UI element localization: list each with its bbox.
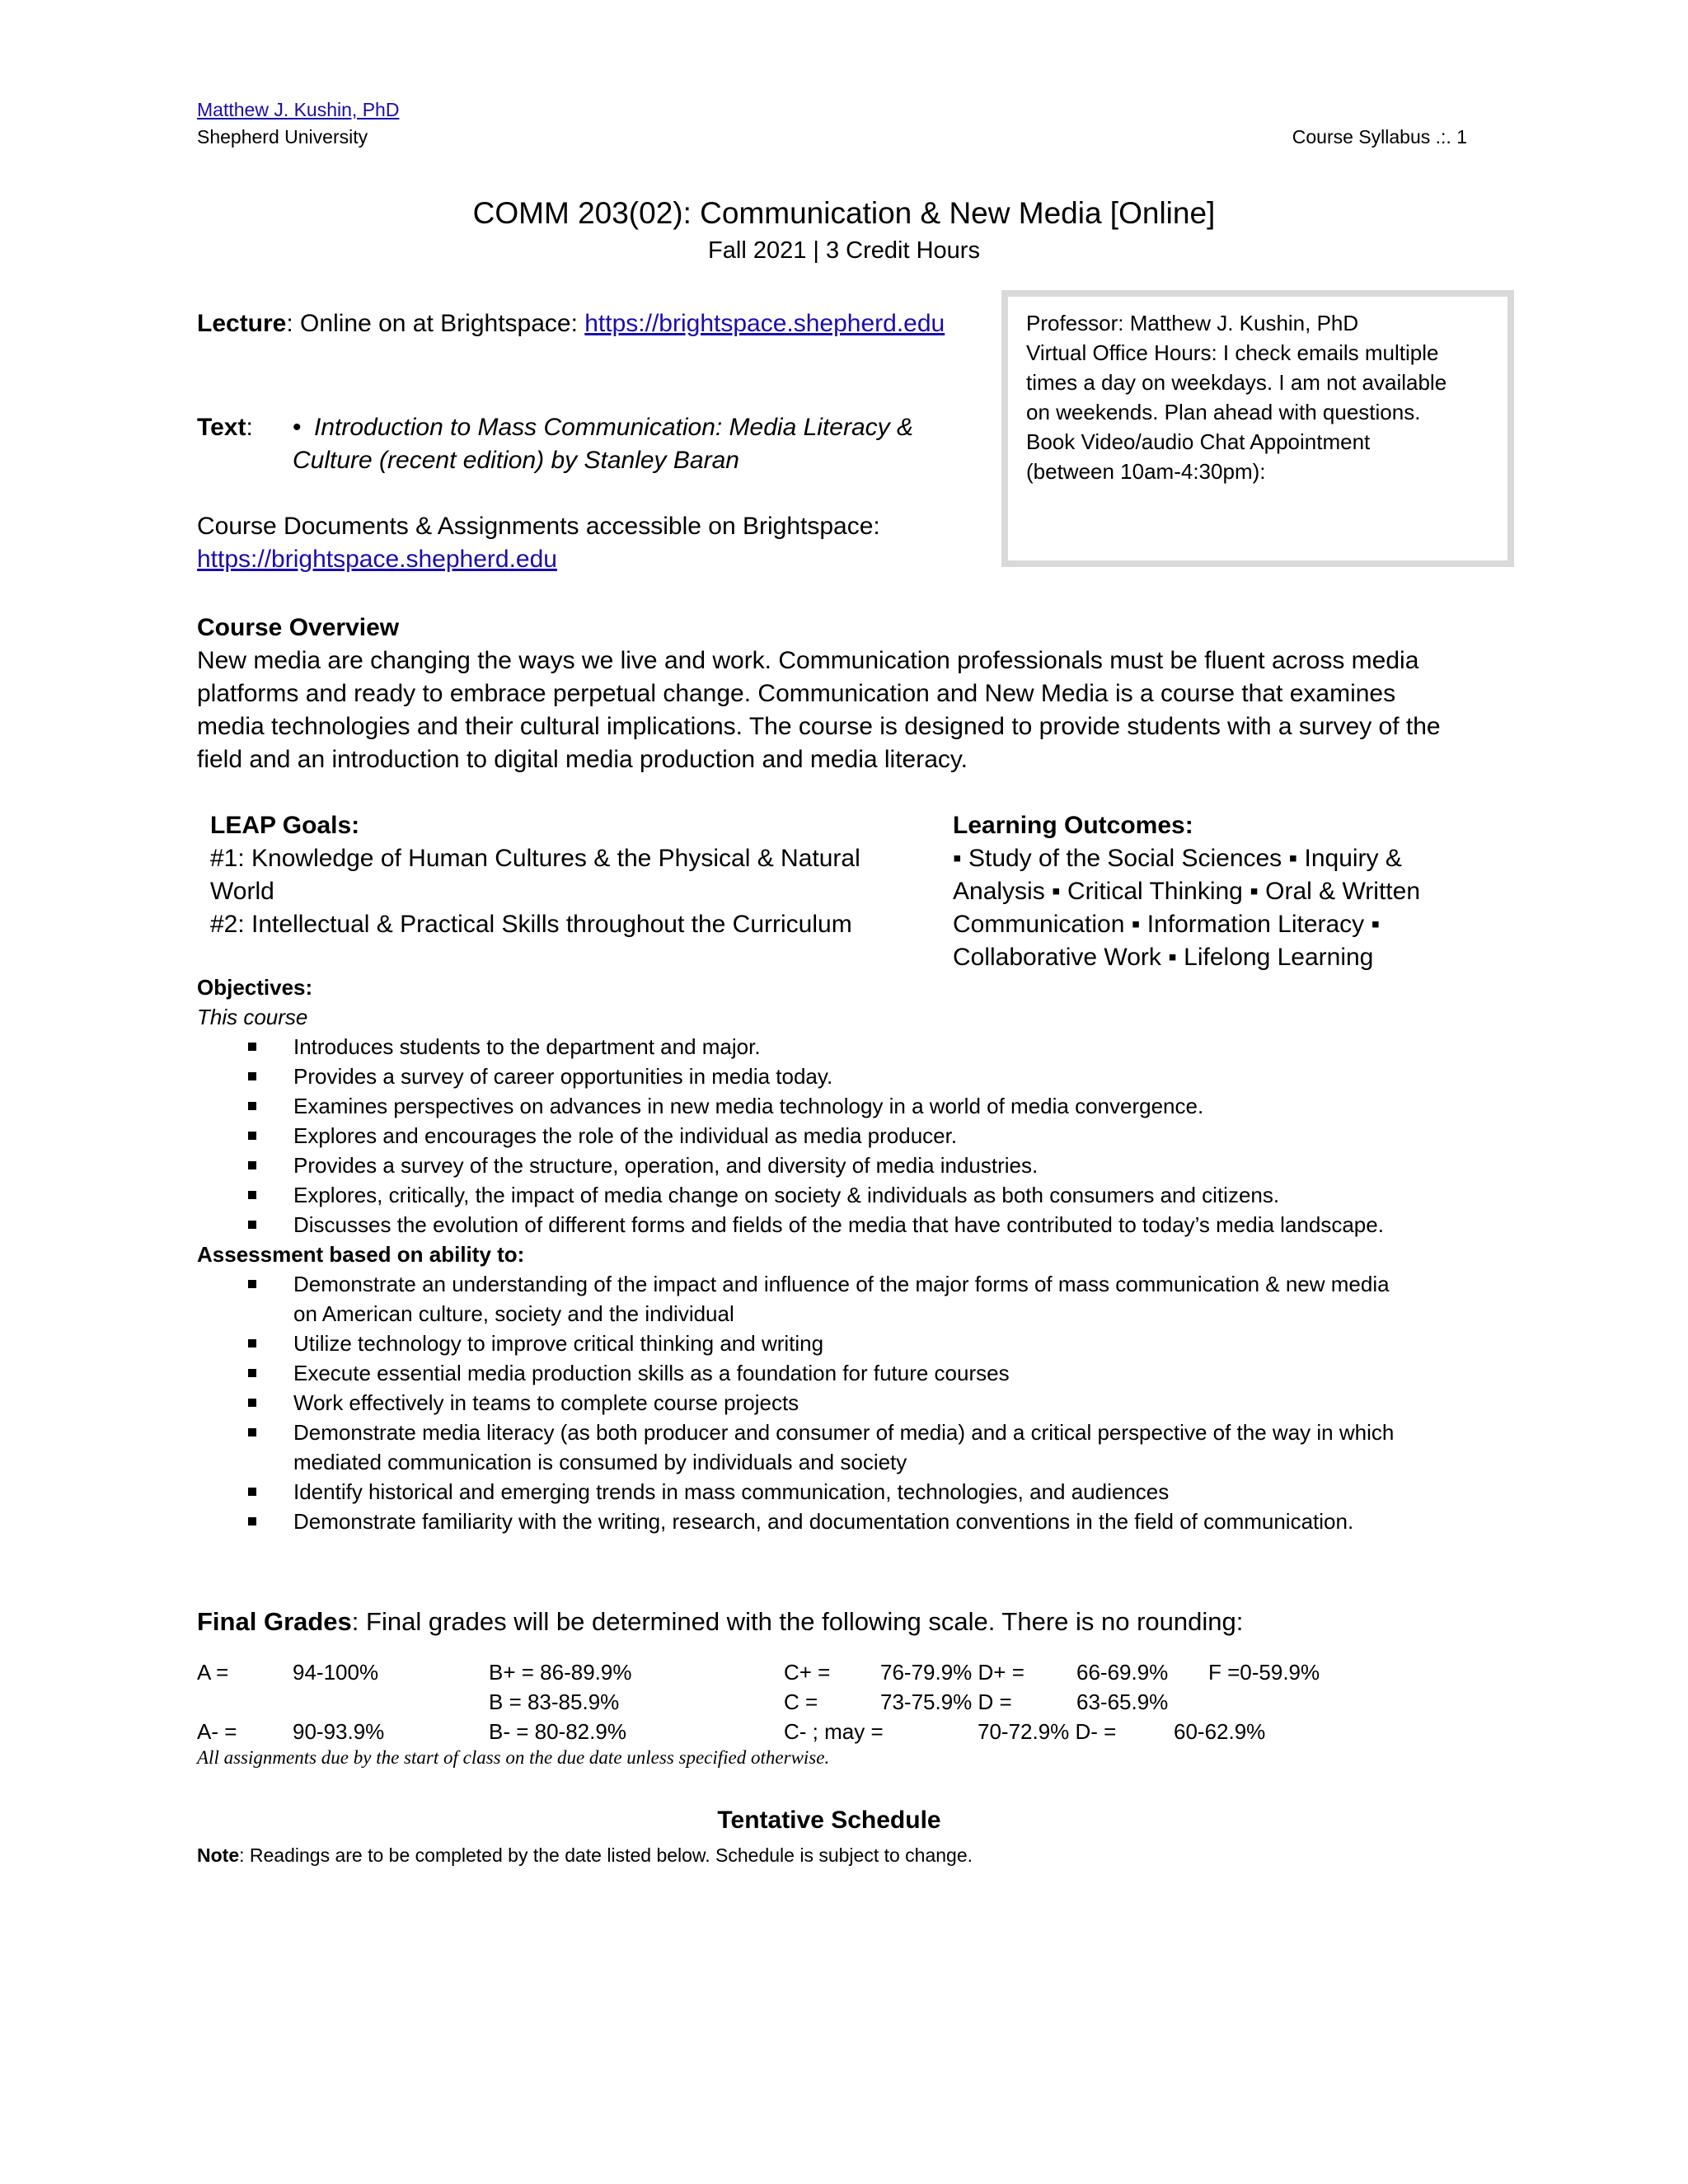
lecture-line <box>197 307 945 340</box>
final-grades-line <box>197 1607 1243 1637</box>
square-bullet-icon <box>248 1399 256 1407</box>
textbook-bullet: • <box>293 414 302 441</box>
assessment-text: Demonstrate an understanding of the impact and influence of the major forms of mass communication & new media <box>293 1272 1390 1296</box>
course-overview <box>197 612 1483 776</box>
overview-line: field and an introduction to digital media production and media literacy. <box>197 746 968 773</box>
list-item <box>197 1180 1499 1210</box>
grade-a: A = <box>197 1660 229 1685</box>
office-hours-line: times a day on weekdays. I am not available <box>1026 370 1447 395</box>
assessment-list <box>197 1269 1499 1536</box>
grade-dminus-range: 60-62.9% <box>1174 1719 1266 1744</box>
list-item <box>197 1418 1499 1477</box>
list-item <box>197 1062 1499 1091</box>
list-item <box>197 1269 1499 1329</box>
objective-text: Explores and encourages the role of the individual as media producer. <box>293 1123 958 1148</box>
institution-name: Shepherd University <box>197 126 368 148</box>
overview-heading: Course Overview <box>197 614 400 641</box>
appointment-line: Book Video/audio Chat Appointment <box>1026 429 1371 454</box>
objectives-list <box>197 1032 1499 1240</box>
square-bullet-icon <box>248 1132 256 1140</box>
course-term: Fall 2021 | 3 Credit Hours <box>708 237 980 264</box>
due-date-note: All assignments due by the start of class on the due date unless specified otherwise. <box>197 1747 830 1768</box>
grade-aminus-range: 90-93.9% <box>293 1719 385 1744</box>
grade-bminus: B- = 80-82.9% <box>489 1719 626 1744</box>
final-grades-text: : Final grades will be determined with the following scale. There is no rounding: <box>351 1607 1244 1636</box>
objective-text: Introduces students to the department and major. <box>293 1034 761 1059</box>
square-bullet-icon <box>248 1191 256 1199</box>
text-label <box>197 411 253 444</box>
assessment-heading: Assessment based on ability to: <box>197 1242 525 1267</box>
objective-text: Provides a survey of career opportunities in media today. <box>293 1064 833 1089</box>
page-label: Course Syllabus .:. 1 <box>1292 126 1467 148</box>
grade-c-range: 73-75.9% D = <box>880 1690 1012 1714</box>
square-bullet-icon <box>248 1369 256 1377</box>
assessment-text: Utilize technology to improve critical thinking and writing <box>293 1331 824 1356</box>
office-hours-line: on weekends. Plan ahead with questions. <box>1026 400 1421 424</box>
grade-a-range: 94-100% <box>293 1660 379 1685</box>
grade-bplus: B+ = 86-89.9% <box>489 1660 632 1685</box>
text-label-word: Text <box>197 414 246 441</box>
square-bullet-icon <box>248 1280 256 1288</box>
objectives-intro: This course <box>197 1005 308 1029</box>
schedule-note-label: Note <box>197 1844 240 1866</box>
grade-cminus-range: 70-72.9% D- = <box>978 1719 1117 1744</box>
leap-goal-1: #1: Knowledge of Human Cultures & the Physical & Natural <box>210 845 860 872</box>
objective-text: Examines perspectives on advances in new media technology in a world of media convergence. <box>293 1094 1204 1118</box>
leap-goals <box>210 809 911 941</box>
assessment-text: Identify historical and emerging trends in mass communication, technologies, and audiences <box>293 1479 1170 1504</box>
objective-text: Explores, critically, the impact of media change on society & individuals as both consumers and citizens. <box>293 1183 1280 1207</box>
objective-text: Provides a survey of the structure, operation, and diversity of media industries. <box>293 1153 1039 1178</box>
outcomes-line: Analysis ▪ Critical Thinking ▪ Oral & Written <box>953 878 1420 905</box>
assessment-text: Demonstrate familiarity with the writing, research, and documentation conventions in the field of communication. <box>293 1509 1354 1534</box>
grade-b: B = 83-85.9% <box>489 1690 620 1714</box>
grade-aminus: A- = <box>197 1719 237 1744</box>
outcomes-line: ▪ Study of the Social Sciences ▪ Inquiry & <box>953 845 1402 872</box>
leap-heading: LEAP Goals: <box>210 812 360 839</box>
documents-text: Course Documents & Assignments accessible on Brightspace: <box>197 513 880 540</box>
grade-cplus: C+ = <box>784 1660 831 1685</box>
list-item <box>197 1151 1499 1180</box>
list-item <box>197 1032 1499 1062</box>
leap-goal-2: #2: Intellectual & Practical Skills throughout the Curriculum <box>210 911 852 938</box>
grade-f: F =0-59.9% <box>1208 1660 1320 1685</box>
grade-dplus-range: 66-69.9% <box>1076 1660 1169 1685</box>
grade-d-range: 63-65.9% <box>1076 1690 1169 1714</box>
overview-line: platforms and ready to embrace perpetual change. Communication and New Media is a course that examines <box>197 680 1396 707</box>
appointment-hours: (between 10am-4:30pm): <box>1026 459 1266 484</box>
leap-goal-1-cont: World <box>210 878 274 905</box>
professor-info <box>1026 308 1488 486</box>
square-bullet-icon <box>248 1043 256 1051</box>
professor-name: Professor: Matthew J. Kushin, PhD <box>1026 311 1359 335</box>
overview-line: media technologies and their cultural implications. The course is designed to provide students with a survey of the <box>197 713 1441 740</box>
schedule-heading: Tentative Schedule <box>717 1807 941 1834</box>
square-bullet-icon <box>248 1221 256 1229</box>
assessment-text: Work effectively in teams to complete course projects <box>293 1390 799 1415</box>
final-grades-label: Final Grades <box>197 1607 352 1636</box>
learning-outcomes <box>953 809 1464 974</box>
overview-line: New media are changing the ways we live and work. Communication professionals must be fluent across media <box>197 647 1419 674</box>
course-title: COMM 203(02): Communication & New Media [Online] <box>472 196 1216 230</box>
square-bullet-icon <box>248 1488 256 1496</box>
square-bullet-icon <box>248 1072 256 1080</box>
author-link[interactable]: Matthew J. Kushin, PhD <box>197 99 400 120</box>
text-label-colon: : <box>246 414 253 441</box>
list-item <box>197 1388 1499 1418</box>
schedule-note-text: : Readings are to be completed by the date listed below. Schedule is subject to change. <box>239 1844 973 1866</box>
list-item <box>197 1507 1499 1536</box>
grade-cminus: C- ; may = <box>784 1719 884 1744</box>
outcomes-line: Communication ▪ Information Literacy ▪ <box>953 911 1381 938</box>
textbook-title-line2: Culture (recent edition) by Stanley Baran <box>293 447 739 474</box>
list-item <box>197 1121 1499 1151</box>
grade-c: C = <box>784 1690 818 1714</box>
list-item <box>197 1210 1499 1240</box>
assessment-text-cont: mediated communication is consumed by individuals and society <box>293 1450 907 1474</box>
assessment-text: Execute essential media production skills as a foundation for future courses <box>293 1361 1010 1385</box>
assessment-text-cont: on American culture, society and the individual <box>293 1301 734 1326</box>
list-item <box>197 1358 1499 1388</box>
list-item <box>197 1091 1499 1121</box>
lecture-url-link[interactable]: https://brightspace.shepherd.edu <box>584 310 945 337</box>
square-bullet-icon <box>248 1339 256 1347</box>
grade-cplus-range: 76-79.9% D+ = <box>880 1660 1025 1685</box>
objectives-heading: Objectives: <box>197 975 313 1000</box>
assessment-text: Demonstrate media literacy (as both producer and consumer of media) and a critical perspective of the way in which <box>293 1420 1395 1445</box>
list-item <box>197 1477 1499 1507</box>
square-bullet-icon <box>248 1517 256 1526</box>
outcomes-heading: Learning Outcomes: <box>953 812 1193 839</box>
schedule-note <box>197 1844 973 1867</box>
lecture-label: Lecture <box>197 310 287 337</box>
office-hours-line: Virtual Office Hours: I check emails multiple <box>1026 340 1439 365</box>
list-item <box>197 1329 1499 1358</box>
lecture-text: : Online on at Brightspace: <box>286 310 585 337</box>
square-bullet-icon <box>248 1102 256 1110</box>
textbook-title-line1: Introduction to Mass Communication: Media Literacy & <box>314 414 913 441</box>
objectives-section <box>197 972 1499 1536</box>
outcomes-line: Collaborative Work ▪ Lifelong Learning <box>953 944 1374 971</box>
objective-text: Discusses the evolution of different forms and fields of the media that have contributed to today’s media landscape. <box>293 1212 1384 1237</box>
square-bullet-icon <box>248 1161 256 1169</box>
square-bullet-icon <box>248 1428 256 1436</box>
documents-url-link[interactable]: https://brightspace.shepherd.edu <box>197 546 557 573</box>
